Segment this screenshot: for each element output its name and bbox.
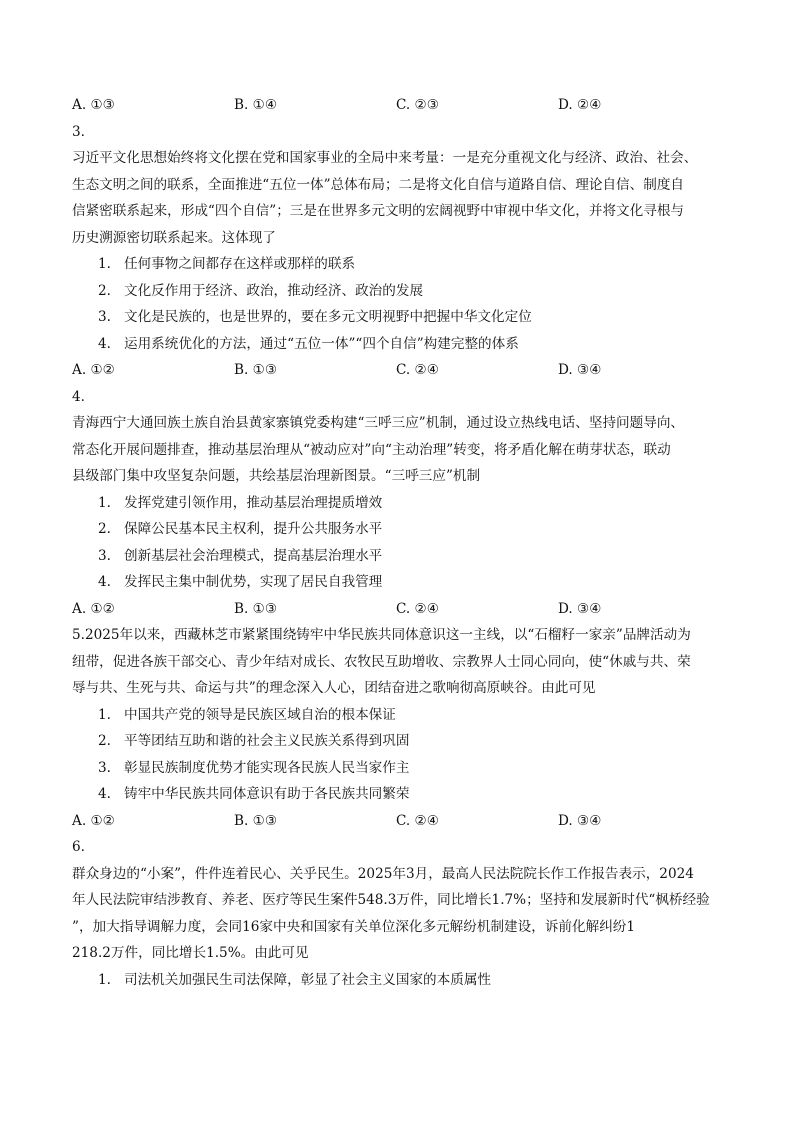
statement-number: 4. xyxy=(98,786,111,802)
q5-stem-line: 5.2025年以来，西藏林芝市紧紧围绕铸牢中华民族共同体意识这一主线，以“石榴籽一家亲”品牌活动为 xyxy=(72,627,691,643)
statement-number: 1. xyxy=(98,706,111,723)
statement-text: 任何事物之间都存在这样或那样的联系 xyxy=(124,256,356,272)
q5-option-c[interactable]: C. ②④ xyxy=(396,812,439,829)
q4-statement-4 xyxy=(72,569,722,596)
q5-option-d[interactable]: D. ③④ xyxy=(558,812,602,829)
statement-number: 2. xyxy=(98,282,111,299)
q5-option-a[interactable]: A. ①② xyxy=(72,812,115,829)
q4-stem-line: 县级部门集中攻坚复杂问题，共绘基层治理新图景。“三呼三应”机制 xyxy=(72,468,481,484)
q4-option-a[interactable]: A. ①② xyxy=(72,600,115,617)
q2-option-c[interactable]: C. ②③ xyxy=(396,97,439,113)
q4-options xyxy=(72,596,722,623)
statement-number: 4. xyxy=(98,574,111,590)
q5-option-b[interactable]: B. ①③ xyxy=(234,812,278,829)
q3-option-a[interactable]: A. ①② xyxy=(72,362,115,378)
statement-number: 1. xyxy=(98,256,111,272)
statement-text: 文化反作用于经济、政治，推动经济、政治的发展 xyxy=(124,282,424,299)
statement-number: 1. xyxy=(98,971,111,988)
q4-stem-line: 常态化开展问题排查，推动基层治理从“被动应对”向“主动治理”转变，将矛盾化解在萌芽状态，联动 xyxy=(72,441,671,458)
q4-option-b[interactable]: B. ①③ xyxy=(234,600,278,617)
statement-number: 3. xyxy=(98,547,111,564)
q4-statement-3 xyxy=(72,543,722,570)
statement-text: 彰显民族制度优势才能实现各民族人民当家作主 xyxy=(124,759,410,776)
q5-statement-4 xyxy=(72,781,722,808)
q4-statement-2 xyxy=(72,516,722,543)
statement-text: 运用系统优化的方法，通过“五位一体”“四个自信”构建完整的体系 xyxy=(124,335,519,352)
q3-statement-2 xyxy=(72,278,722,305)
q4-stem-line: 青海西宁大通回族土族自治县黄家寨镇党委构建“三呼三应”机制，通过设立热线电话、坚持问题导向、 xyxy=(72,415,685,431)
statement-number: 3. xyxy=(98,309,111,325)
statement-text: 文化是民族的，也是世界的，要在多元文明视野中把握中华文化定位 xyxy=(124,309,532,325)
statement-text: 中国共产党的领导是民族区域自治的根本保证 xyxy=(124,706,396,723)
q6-stem-line: 年人民法院审结涉教育、养老、医疗等民生案件548.3万件，同比增长1.7%；坚持和发展新时代“枫桥经验 xyxy=(72,892,710,908)
q3-option-d[interactable]: D. ③④ xyxy=(558,362,602,378)
q5-statement-3 xyxy=(72,755,722,782)
document-page xyxy=(72,92,722,993)
statement-number: 3. xyxy=(98,759,111,776)
q3-statement-1 xyxy=(72,251,722,278)
q3-options xyxy=(72,357,722,384)
q5-stem-line: 纽带，促进各族干部交心、青少年结对成长、农牧民互助增收、宗教界人士同心同向，使“休戚与共、荣 xyxy=(72,653,691,670)
statement-text: 发挥党建引领作用，推动基层治理提质增效 xyxy=(124,494,383,511)
q4-option-d[interactable]: D. ③④ xyxy=(558,600,602,617)
q5-stem-line: 辱与共、生死与共、命运与共”的理念深入人心，团结奋进之歌响彻高原峡谷。由此可见 xyxy=(72,680,596,696)
q2-option-b[interactable]: B. ①④ xyxy=(234,97,278,113)
q4-statement-1 xyxy=(72,490,722,517)
q3-number: 3. xyxy=(72,123,85,140)
q3-option-c[interactable]: C. ②④ xyxy=(396,362,439,378)
q6-stem-line: 群众身边的“小案”，件件连着民心、关乎民生。2025年3月，最高人民法院院长作工作报告表示，2024 xyxy=(72,865,694,882)
q2-option-a[interactable]: A. ①③ xyxy=(72,97,115,113)
q5-statement-2 xyxy=(72,728,722,755)
q4-number: 4. xyxy=(72,388,85,405)
q6-stem-line: 218.2万件，同比增长1.5%。由此可见 xyxy=(72,945,309,961)
statement-text: 创新基层社会治理模式，提高基层治理水平 xyxy=(124,547,383,564)
statement-number: 2. xyxy=(98,521,111,537)
q4-option-c[interactable]: C. ②④ xyxy=(396,600,439,617)
q3-statement-4 xyxy=(72,331,722,358)
q6-stem-line: ”，加大指导调解力度，会同16家中央和国家有关单位深化多元解纷机制建设，诉前化解纠纷1 xyxy=(72,918,636,935)
q3-stem-line: 信紧密联系起来，形成“四个自信”；三是在世界多元文明的宏阔视野中审视中华文化，并将文化寻根与 xyxy=(72,203,685,219)
statement-text: 平等团结互助和谐的社会主义民族关系得到巩固 xyxy=(124,733,410,749)
q5-statement-1 xyxy=(72,702,722,729)
q6-statement-1 xyxy=(72,967,722,994)
q3-stem-line: 习近平文化思想始终将文化摆在党和国家事业的全局中来考量：一是充分重视文化与经济、政治、社会、 xyxy=(72,150,698,166)
q6-number: 6. xyxy=(72,839,85,855)
statement-text: 铸牢中华民族共同体意识有助于各民族共同繁荣 xyxy=(124,786,410,802)
q3-stem-line: 历史溯源密切联系起来。这体现了 xyxy=(72,229,276,246)
statement-number: 1. xyxy=(98,494,111,511)
q3-stem-line: 生态文明之间的联系，全面推进“五位一体”总体布局；二是将文化自信与道路自信、理论自信、制度自 xyxy=(72,176,685,193)
q3-statement-3 xyxy=(72,304,722,331)
q5-options xyxy=(72,808,722,835)
q2-option-d[interactable]: D. ②④ xyxy=(558,97,602,113)
statement-text: 司法机关加强民生司法保障，彰显了社会主义国家的本质属性 xyxy=(124,971,492,988)
statement-number: 2. xyxy=(98,733,111,749)
statement-number: 4. xyxy=(98,335,111,352)
q2-options xyxy=(72,92,722,119)
statement-text: 发挥民主集中制优势，实现了居民自我管理 xyxy=(124,574,383,590)
q3-option-b[interactable]: B. ①③ xyxy=(234,362,278,378)
statement-text: 保障公民基本民主权利，提升公共服务水平 xyxy=(124,521,383,537)
